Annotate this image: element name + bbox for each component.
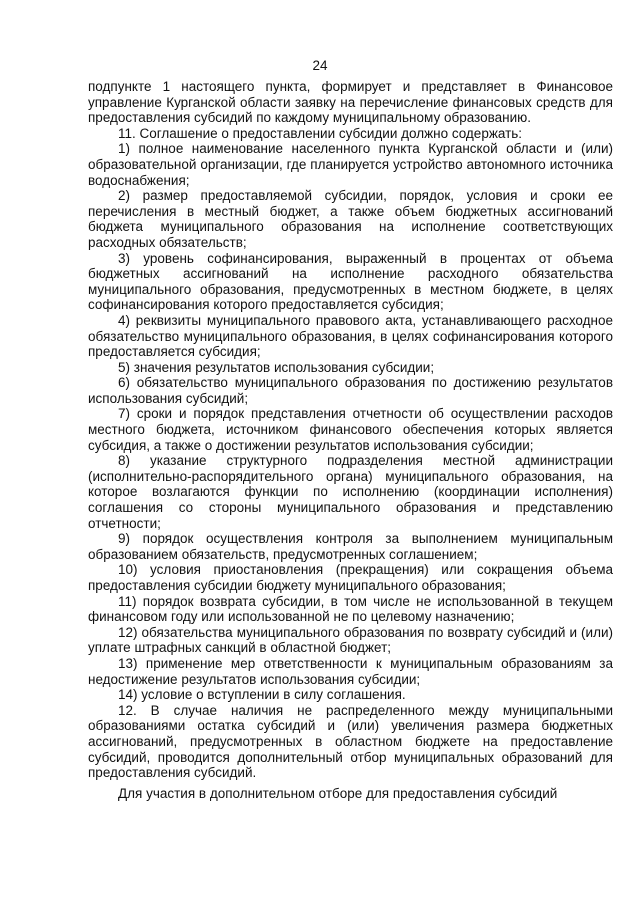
document-body bbox=[88, 79, 613, 801]
paragraph-item-4: 4) реквизиты муниципального правового акта, устанавливающего расходное обязательство муниципального образования, в целях софинансирования которого предоставляется субсидия; bbox=[88, 312, 613, 360]
paragraph-item-13: 13) применение мер ответственности к муниципальным образованиям за недостижение результатов использования субсидии; bbox=[88, 655, 613, 687]
paragraph-item-2: 2) размер предоставляемой субсидии, порядок, условия и сроки ее перечисления в местный бюджет, а также объем бюджетных ассигнований бюджета муниципального образования на исполнение соответствующих расходных обязательств; bbox=[88, 188, 613, 250]
paragraph-clause-11: 11. Соглашение о предоставлении субсидии должно содержать: bbox=[118, 125, 523, 141]
paragraph-item-3: 3) уровень софинансирования, выраженный в процентах от объема бюджетных ассигнований на исполнение расходного обязательства муниципального образования, предусмотренных в местном бюджете, в целях софинансирования которого предоставляется субсидия; bbox=[88, 250, 613, 313]
paragraph-item-1: 1) полное наименование населенного пункта Курганской области и (или) образовательной организации, где планируется устройство автономного источника водоснабжения; bbox=[88, 141, 613, 188]
paragraph-continuation: подпункте 1 настоящего пункта, формирует и представляет в Финансовое управление Курганской области заявку на перечисление финансовых средств для предоставления субсидий по каждому муниципальному образованию. bbox=[88, 79, 613, 126]
paragraph-item-5: 5) значения результатов использования субсидии; bbox=[118, 359, 435, 375]
paragraph-item-8: 8) указание структурного подразделения местной администрации (исполнительно-распорядительного органа) муниципального образования, на которое возлагаются функции по исполнению (координации исполнения) соглашения со стороны муниципального образования и представлению отчетности; bbox=[88, 453, 613, 531]
paragraph-item-14: 14) условие о вступлении в силу соглашения. bbox=[118, 687, 406, 703]
paragraph-item-10: 10) условия приостановления (прекращения) или сокращения объема предоставления субсидии бюджету муниципального образования; bbox=[88, 562, 613, 593]
paragraph-item-11: 11) порядок возврата субсидии, в том числе не использованной в текущем финансовом году или использованной не по целевому назначению; bbox=[88, 593, 613, 625]
paragraph-additional-selection: Для участия в дополнительном отборе для предоставления субсидий bbox=[118, 785, 558, 801]
page-number: 24 bbox=[312, 58, 328, 73]
paragraph-item-9: 9) порядок осуществления контроля за выполнением муниципальным образованием обязательств, предусмотренных соглашением; bbox=[88, 531, 613, 562]
paragraph-item-6: 6) обязательство муниципального образования по достижению результатов использования субсидий; bbox=[88, 375, 613, 406]
paragraph-item-12: 12) обязательства муниципального образования по возврату субсидий и (или) уплате штрафных санкций в областной бюджет; bbox=[88, 624, 613, 656]
paragraph-clause-12: 12. В случае наличия не распределенного между муниципальными образованиями остатка субсидий и (или) увеличения размера бюджетных ассигнований, предусмотренных в областном бюджете на предоставление субсидий, проводится дополнительный отбор муниципальных образований для предоставления субсидий. bbox=[88, 702, 613, 781]
paragraph-item-7: 7) сроки и порядок представления отчетности об осуществлении расходов местного бюджета, источником финансового обеспечения которых является субсидия, а также о достижении результатов использования субсидии; bbox=[88, 406, 613, 453]
